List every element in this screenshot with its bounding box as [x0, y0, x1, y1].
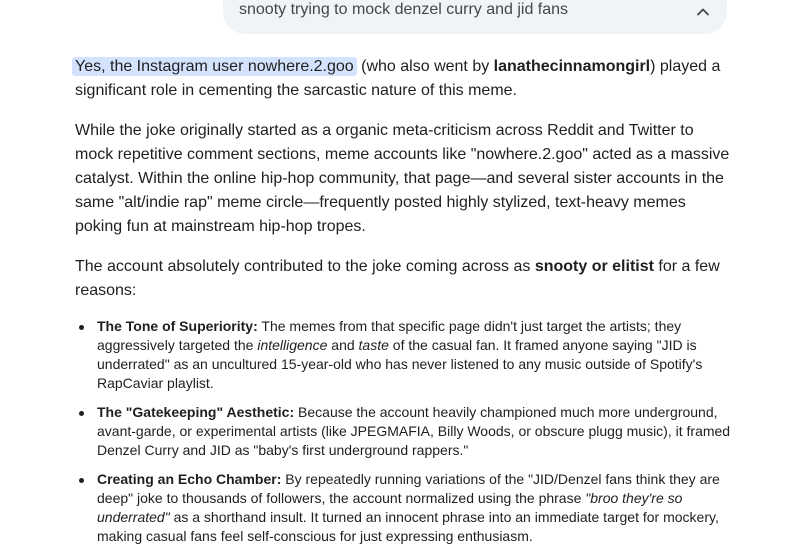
text-span: The account absolutely contributed to the joke coming across as	[75, 258, 535, 275]
list-item	[97, 403, 735, 460]
list-item-title: Creating an Echo Chamber:	[97, 471, 282, 487]
response-paragraph-3	[75, 255, 735, 303]
italic-text: taste	[358, 337, 389, 353]
reasons-list	[75, 317, 735, 546]
response-paragraph-2: While the joke originally started as a organic meta-criticism across Reddit and Twitter to mock repetitive comment sections, meme accounts like "nowhere.2.goo" acted as a massive catalyst. Within the online hip-hop community, that page—and several sister accounts in the same "alt/indie rap" meme circle—frequently posted highly stylized, text-heavy memes poking fun at mainstream hip-hop tropes.	[75, 122, 730, 235]
list-item	[97, 317, 735, 393]
text-span: and	[327, 337, 359, 353]
italic-text: intelligence	[257, 337, 328, 353]
response-paragraph-1	[75, 55, 735, 103]
bold-username: lanathecinnamongirl	[493, 58, 651, 75]
bold-phrase: snooty or elitist	[534, 258, 654, 275]
user-query-text: snooty trying to mock denzel curry and jid fans	[239, 1, 569, 18]
text-span: Because the account heavily championed much more underground, avant-garde, or experimental artists (like JPEGMAFIA, Billy Woods, or obscure plugg music), it framed Denzel Curry and JID as "baby's first underground rappers."	[97, 404, 731, 458]
italic-text: "broo they're so underrated"	[97, 490, 683, 525]
list-item	[97, 470, 735, 546]
user-query-bubble[interactable]	[223, 0, 727, 34]
list-item-title: The Tone of Superiority:	[97, 318, 258, 334]
text-span: The memes from that specific page didn't just target the artists; they aggressively targeted the	[97, 318, 682, 353]
chevron-up-icon[interactable]	[693, 2, 713, 22]
text-span: By repeatedly running variations of the "JID/Denzel fans think they are deep" joke to thousands of followers, the account normalized using the phrase	[97, 471, 720, 506]
text-span: for a few reasons:	[75, 258, 720, 299]
text-span: of the casual fan. It framed anyone saying "JID is underrated" as an uncultured 15-year-old who has never listened to any music outside of Spotify's RapCaviar playlist.	[97, 337, 703, 391]
text-span: (who also went by	[356, 58, 494, 75]
list-item-title: The "Gatekeeping" Aesthetic:	[97, 404, 295, 420]
response-body	[75, 55, 735, 556]
highlighted-text: Yes, the Instagram user nowhere.2.goo	[72, 57, 357, 76]
text-span: ) played a significant role in cementing the sarcastic nature of this meme.	[75, 58, 721, 99]
text-span: as a shorthand insult. It turned an innocent phrase into an immediate target for mockery, making casual fans feel self-conscious for just expressing enthusiasm.	[97, 509, 719, 544]
